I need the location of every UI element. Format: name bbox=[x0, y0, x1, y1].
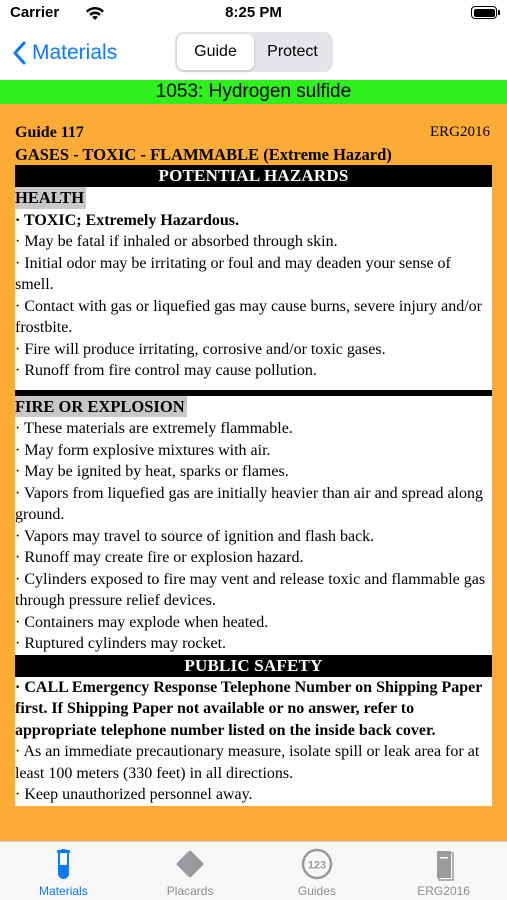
guide-number: Guide 117 bbox=[15, 124, 84, 141]
tab-materials[interactable] bbox=[0, 842, 127, 900]
guide-card bbox=[15, 122, 492, 806]
health-item: · Fire will produce irritating, corrosive and/or toxic gases. bbox=[15, 340, 386, 358]
battery-icon bbox=[471, 6, 497, 19]
guide-edition: ERG2016 bbox=[430, 124, 490, 140]
book-icon bbox=[426, 848, 462, 882]
test-tube-icon bbox=[45, 848, 81, 882]
svg-text:123: 123 bbox=[307, 859, 327, 872]
public-safety-item: · CALL Emergency Response Telephone Number on Shipping Paper first. If Shipping Paper not available or no answer, refer to appropriate telephone number listed on the inside back cover. bbox=[15, 678, 483, 739]
tab-placards-label: Placards bbox=[166, 884, 214, 898]
health-item: · Initial odor may be irritating or foul and may deaden your sense of smell. bbox=[15, 254, 451, 293]
fire-explosion-heading: FIRE OR EXPLOSION bbox=[15, 396, 185, 416]
public-safety-item: · As an immediate precautionary measure, isolate spill or leak area for at least 100 meters (330 feet) in all directions. bbox=[15, 743, 480, 782]
chevron-left-icon bbox=[12, 41, 26, 65]
public-safety-item: · Keep unauthorized personnel away. bbox=[15, 786, 253, 803]
guide-title: GASES - TOXIC - FLAMMABLE (Extreme Hazard) bbox=[15, 144, 392, 164]
fire-item: · Runoff may create fire or explosion hazard. bbox=[15, 549, 304, 566]
segment-guide[interactable]: Guide bbox=[177, 34, 254, 70]
fire-item: · May be ignited by heat, sparks or flames. bbox=[15, 463, 289, 480]
fire-item: · Vapors may travel to source of ignition and flash back. bbox=[15, 527, 375, 545]
tab-bar bbox=[0, 841, 507, 900]
fire-item: · Ruptured cylinders may rocket. bbox=[15, 635, 227, 652]
fire-item: · These materials are extremely flammable. bbox=[15, 420, 293, 437]
health-item: · Runoff from fire control may cause pollution. bbox=[15, 362, 317, 379]
placard-diamond-icon bbox=[172, 848, 208, 882]
public-safety-heading: PUBLIC SAFETY bbox=[15, 655, 492, 677]
tab-placards[interactable] bbox=[127, 842, 254, 900]
health-item: · May be fatal if inhaled or absorbed through skin. bbox=[15, 233, 338, 250]
tab-erg2016-label: ERG2016 bbox=[417, 884, 470, 898]
tab-erg2016[interactable] bbox=[380, 842, 507, 900]
fire-item: · Vapors from liquefied gas are initially heavier than air and spread along ground. bbox=[15, 484, 483, 523]
fire-item: · Cylinders exposed to fire may vent and release toxic and flammable gas through pressure relief devices. bbox=[15, 570, 486, 609]
potential-hazards-heading: POTENTIAL HAZARDS bbox=[15, 165, 492, 187]
guide-header bbox=[15, 122, 492, 144]
fire-item: · Containers may explode when heated. bbox=[15, 613, 269, 631]
health-item: · TOXIC; Extremely Hazardous. bbox=[15, 211, 239, 229]
back-button[interactable] bbox=[12, 36, 117, 70]
guides-123-icon bbox=[299, 848, 335, 882]
status-time: 8:25 PM bbox=[225, 4, 282, 21]
carrier-label: Carrier bbox=[10, 4, 60, 21]
tab-guides-label: Guides bbox=[297, 884, 336, 898]
public-safety-section bbox=[15, 677, 492, 806]
health-section bbox=[15, 187, 492, 396]
back-button-label: Materials bbox=[32, 41, 118, 64]
segment-protect[interactable]: Protect bbox=[267, 43, 318, 60]
guide-protect-segmented-control[interactable] bbox=[175, 32, 333, 72]
navigation-bar bbox=[0, 28, 507, 78]
fire-explosion-section bbox=[15, 396, 492, 655]
status-bar bbox=[0, 0, 507, 28]
tab-guides[interactable] bbox=[254, 842, 381, 900]
tab-materials-label: Materials bbox=[39, 884, 88, 898]
health-item: · Contact with gas or liquefied gas may cause burns, severe injury and/or frostbite. bbox=[15, 297, 482, 336]
fire-item: · May form explosive mixtures with air. bbox=[15, 441, 271, 459]
guide-content-scroll[interactable] bbox=[0, 104, 507, 841]
health-heading: HEALTH bbox=[15, 188, 85, 207]
material-title: 1053: Hydrogen sulfide bbox=[0, 80, 507, 104]
